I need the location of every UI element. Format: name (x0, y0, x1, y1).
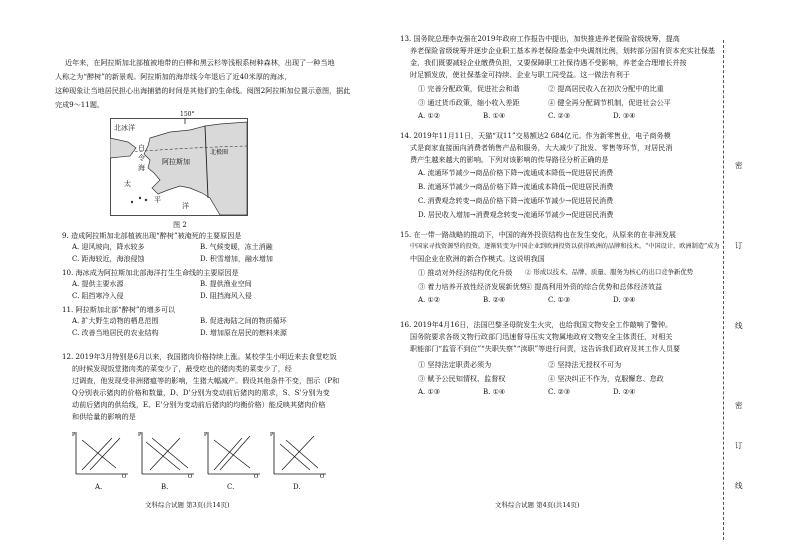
q16-line-1: 16. 2019年4月16日，法国巴黎圣母院发生火灾，也给我国文物安全工作敲响了警钟。 (400, 320, 673, 329)
q16-option-b[interactable]: B. ①④ (483, 388, 506, 396)
q10-option-d[interactable]: D. 阻挡海风入侵 (200, 292, 252, 300)
q15-option-c[interactable]: C. ①③ (548, 296, 571, 304)
curve-panel-c (204, 430, 262, 478)
q13-option-c[interactable]: C. ②③ (548, 112, 571, 120)
q9-option-b[interactable]: B. 气候变暖，冻土消融 (200, 243, 273, 251)
left-footer: 文科综合试题 第3页(共14页) (145, 501, 230, 509)
intro-line-2: 人称之为“醉树”的新景观。阿拉斯加的海岸线今年退后了近40米厚的海冰， (55, 72, 292, 81)
svg-text:Q: Q (122, 474, 127, 478)
binding-char-6: 线 (735, 481, 743, 490)
svg-text:P: P (204, 432, 208, 438)
q14-option-c[interactable]: C. 消费观念转变→商品价格下降→流通环节减少→促进居民消费 (418, 197, 614, 205)
q15-item-3: ③ 着力培养开放性经济发展新优势 (418, 282, 527, 291)
q16-line-3: 职能部门“监管不到位”“失职失察”“渎职”等进行问责，这告诉我们政府及其工作人员要 (410, 344, 681, 353)
q9-option-a[interactable]: A. 迎风坡向，降水较多 (72, 243, 145, 251)
map-label-yang: 洋 (182, 202, 189, 210)
q15-line-3: 中国企业在欧洲的新合作模式。这说明我国 (410, 254, 545, 263)
q16-option-d[interactable]: D. ②④ (613, 388, 636, 396)
q9-option-d[interactable]: D. 积雪增加，融水增加 (200, 255, 273, 263)
curve-panel-d (270, 430, 328, 478)
q16-item-1: ① 坚持法定职责必须为 (418, 360, 492, 369)
q10-stem: 10. 海冰成为阿拉斯加北部海洋打生生命线的主要原因是 (62, 268, 239, 277)
q15-item-2: ② 形成以技术、品牌、质量、服务为核心的出口竞争新优势 (525, 268, 694, 276)
map-label-longitude: 150° (180, 111, 195, 118)
curve-panel-a (72, 430, 130, 478)
map-label-alaska: 阿拉斯加 (162, 158, 190, 166)
binding-char-5: 订 (735, 441, 743, 450)
q15-option-d[interactable]: D. ③④ (613, 296, 636, 304)
svg-text:Q: Q (254, 474, 259, 478)
q11-option-b[interactable]: B. 促进海陆之间的物质循环 (200, 317, 287, 325)
svg-text:Q: Q (188, 474, 193, 478)
q10-option-a[interactable]: A. 提供主要水源 (72, 280, 124, 288)
binding-char-3: 线 (735, 321, 743, 330)
q16-item-2: ② 坚持法无授权不可为 (548, 360, 622, 369)
q12-line-6: 和供给量的影响的是 (72, 412, 136, 421)
svg-text:Q: Q (320, 474, 325, 478)
svg-text:P: P (72, 432, 76, 438)
right-footer: 文科综合试题 第4页(共14页) (495, 501, 580, 509)
binding-line (723, 40, 724, 540)
q14-line-3: 费产生越来越大的影响。下列对该影响的传导路径分析正确的是 (410, 155, 609, 164)
q15-option-a[interactable]: A. ①② (418, 296, 441, 304)
q12-line-4: Q分别表示猪肉的价格和数量，D、D'分别为变动前后猪肉的需求，S、S'分别为变 (72, 388, 330, 397)
q13-item-4: ④ 健全再分配调节机制，促进社会公平 (548, 98, 671, 107)
map-label-tai: 太 (124, 180, 131, 188)
q15-line-1: 15. 在一带一路战略的推动下，中国的海外投资结构也在发生变化，从原来的在非洲发展 (400, 230, 677, 239)
q16-item-4: ④ 坚决纠正不作为，克服懈怠、怠政 (548, 374, 664, 383)
q15-option-b[interactable]: B. ②④ (483, 296, 506, 304)
q15-line-2: 中国家寻找资源型的投资，逐渐转变为中国企业到欧洲投资以获得欧洲的品牌和技术。“中国设计、欧洲制造”成为 (410, 243, 720, 250)
q12-line-2: 的时候发现饭堂猪肉类的菜变少了，最受吃也的猪肉类的菜变少了，经 (72, 364, 292, 373)
q14-option-d[interactable]: D. 居民收入增加→消费观念转变→流通环节减少→促进居民消费 (418, 211, 614, 219)
q9-stem: 9. 造成阿拉斯加北部植被出现“醉树”被淹死的主要原因是 (62, 231, 242, 240)
q13-option-a[interactable]: A. ①② (418, 112, 441, 120)
intro-line-3: 这种现象让当地居民担心出海捕猎的时间是其他们的生命线。阅图2阿拉斯加位置示意图，据此 (55, 86, 351, 95)
intro-line-1: 近年来，在阿拉斯加北部植被地带的白桦和黑云杉等浅根系树种森林，出现了一种当地 (65, 58, 335, 67)
curve-label-d[interactable]: D. (293, 483, 301, 491)
q16-option-a[interactable]: A. ①③ (418, 388, 441, 396)
q16-item-3: ③ 赋予公民知情权、监督权 (418, 374, 506, 383)
curve-panel-b (138, 430, 196, 478)
map-caption: 图 2 (173, 220, 187, 229)
map-label-ping: 平 (154, 196, 161, 204)
intro-line-4: 完成9～11题。 (55, 100, 105, 109)
curve-label-b[interactable]: B. (161, 483, 169, 491)
q14-option-a[interactable]: A. 流通环节减少→商品价格下降→流通成本降低→促进居民消费 (418, 169, 614, 177)
q11-option-d[interactable]: D. 增加原在居民的燃料来源 (200, 329, 287, 337)
q11-stem: 11. 阿拉斯加北部“醉树”的增多可以 (62, 305, 176, 314)
svg-text:P: P (138, 432, 142, 438)
q13-item-1: ① 完善分配政策，促进社会和谐 (418, 84, 520, 93)
q13-item-3: ③ 通过货币政策，缩小收入差距 (418, 98, 520, 107)
q12-line-3: 过调查，他发现受非洲猪瘟等的影响，生猪大幅减产。假设其他条件不变，图示（P和 (72, 376, 340, 385)
map-label-arctic: 北冰洋 (114, 124, 135, 132)
curve-label-c[interactable]: C. (227, 483, 235, 491)
q14-line-2: 式是商家直接面向消费者销售产品和服务，大大减少了批发、零售等环节，对居民消 (410, 143, 673, 152)
curve-label-a[interactable]: A. (95, 483, 103, 491)
q15-item-1: ① 推动对外经济结构优化升级 (418, 268, 513, 277)
binding-char-2: 订 (735, 241, 743, 250)
map-label-bai: 白 (138, 144, 145, 152)
q13-option-d[interactable]: D. ③④ (613, 112, 636, 120)
q13-line-1: 13. 国务院总理李克强在2019年政府工作报告中提出，加快推进养老保险省级统筹，提高 (400, 34, 680, 43)
q12-line-5: 动前后猪肉的供给线，E、E'分别为变动前后猪肉的均衡价格）能反映其猪肉价格 (72, 400, 326, 409)
q13-line-3: 金，我们既要减轻企业缴费负担，又要保障职工社保待遇不受影响，养老金合理增长并按 (410, 58, 687, 67)
q16-option-c[interactable]: C. ②③ (548, 388, 571, 396)
binding-char-4: 密 (735, 401, 743, 410)
q14-option-b[interactable]: B. 流通环节减少→商品价格下降→流通成本降低→促进居民消费 (418, 183, 614, 191)
alaska-map (110, 111, 248, 216)
q13-option-b[interactable]: B. ①④ (483, 112, 506, 120)
map-label-ling: 令 (138, 154, 145, 162)
q16-line-2: 国务院要求各级文物行政部门迅速督导压实文物属地政府文物安全主体责任，对相关 (410, 332, 673, 341)
q10-option-b[interactable]: B. 提供渔业空间 (200, 280, 252, 288)
binding-char-1: 密 (735, 161, 743, 170)
svg-text:P: P (270, 432, 274, 438)
map-label-hai: 海 (138, 164, 145, 172)
q13-line-4: 时足额发放，使社保基金可持续、企业与职工同受益。这一做法有利于 (410, 70, 630, 79)
q11-option-a[interactable]: A. 扩大野生动物的栖息范围 (72, 317, 159, 325)
q10-option-c[interactable]: C. 阻挡寒冷入侵 (72, 292, 124, 300)
q12-line-1: 12. 2019年3月特别是6月以来，我国猪肉价格持续上涨。某校学生小明近来去食堂吃饭 (62, 352, 337, 361)
q13-line-2: 养老保险省级统筹并逐步企业职工基本养老保险基金中央调剂比例，划转部分国有资本充实社保基 (410, 46, 716, 55)
q9-option-c[interactable]: C. 距海较近，海浪侵蚀 (72, 255, 145, 263)
q15-item-4: ④ 提高利用外资的综合优势和总体经济效益 (525, 282, 663, 291)
map-label-arctic-circle: 北极圈 (210, 149, 229, 156)
q13-item-2: ② 提高居民收入在初次分配中的比重 (548, 84, 664, 93)
q11-option-c[interactable]: C. 改善当地居民的农业结构 (72, 329, 159, 337)
q14-line-1: 14. 2019年11月11日，天猫“双11”交易额达2 684亿元。作为新零售业，电子商务模 (400, 131, 671, 140)
